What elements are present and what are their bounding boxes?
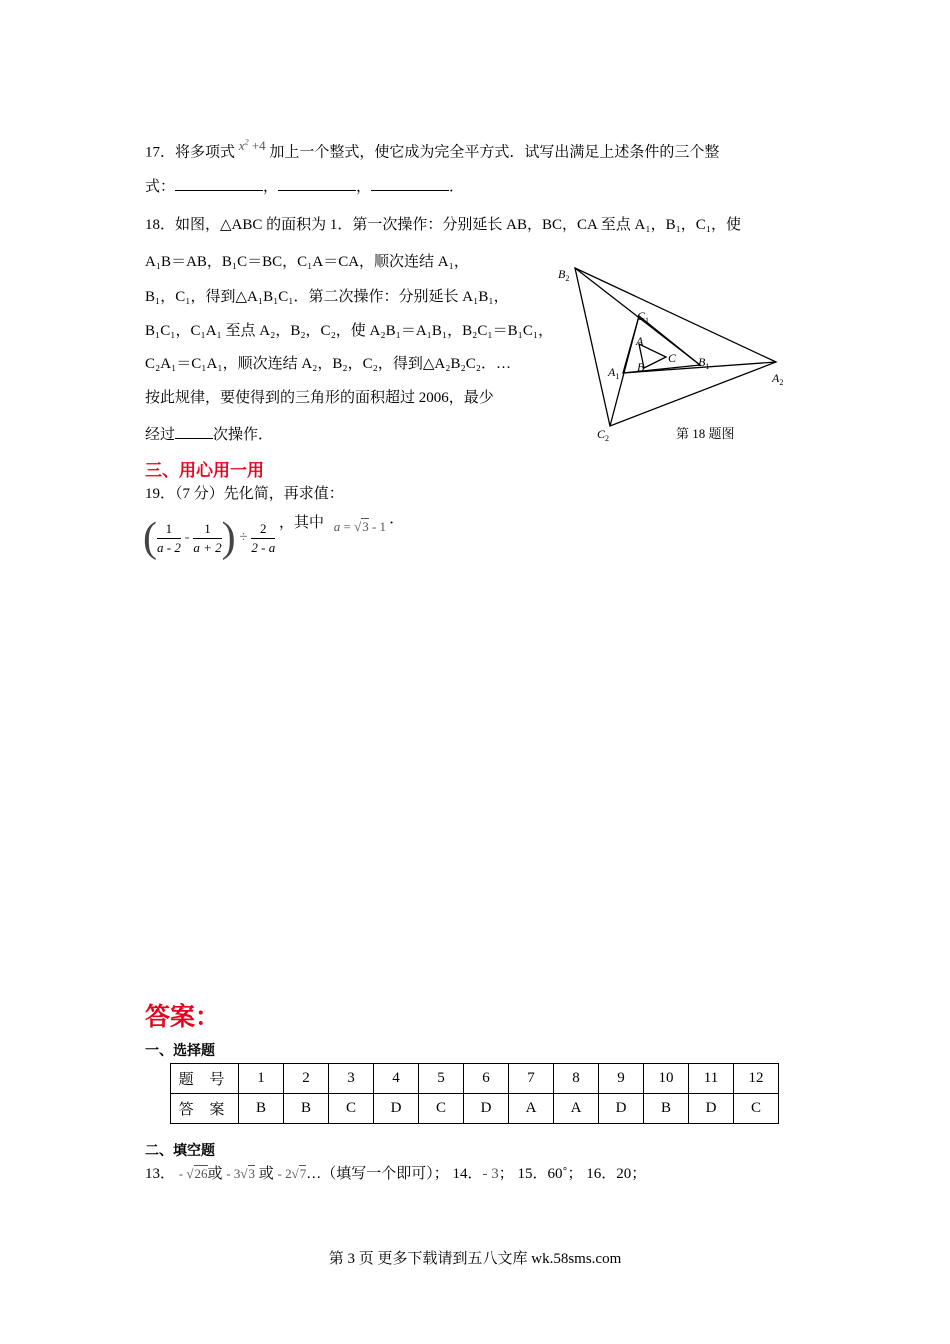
label-b2: $B_2$ bbox=[558, 267, 570, 283]
label-b1: $B_1$ bbox=[698, 355, 710, 371]
answers-title: 答案： bbox=[145, 1002, 221, 1031]
figure-caption: 第 18 题图 bbox=[676, 426, 735, 441]
answer-blank-3[interactable] bbox=[371, 176, 449, 191]
q18-line2: A₁B＝AB，B₁C＝BC，C₁A＝CA，顺次连结 A₁， bbox=[145, 254, 469, 270]
q18-line3: B₁，C₁，得到△A₁B₁C₁．第二次操作：分别延长 A₁B₁， bbox=[145, 289, 509, 305]
q18-line5: C₂A₁＝C₁A₁，顺次连结 A₂，B₂，C₂，得到△A₂B₂C₂．… bbox=[145, 356, 511, 372]
table-row-answers: 答 案 B B C D C D A A D B D C bbox=[171, 1094, 779, 1124]
fill-answers: 13． - √26或 - 3√3 或 - 2√7…（填写一个即可）； 14．- 3； 15．60˚； 16．20； bbox=[145, 1166, 647, 1182]
q18-line6: 按此规律，要使得到的三角形的面积超过 2006，最少 bbox=[145, 390, 494, 406]
q18-line4: B₁C₁，C₁A₁ 至点 A₂，B₂，C₂，使 A₂B₁＝A₁B₁，B₂C₁＝B₁C₁， bbox=[145, 323, 554, 339]
polynomial: $x^2 +4$ bbox=[238, 138, 266, 154]
figure-labels bbox=[558, 267, 783, 443]
answer-table bbox=[170, 1063, 779, 1124]
answers-section-2: 二、填空题 bbox=[145, 1143, 215, 1159]
label-c1: $C_1$ bbox=[637, 309, 650, 325]
figure-lines bbox=[575, 268, 776, 426]
section-title: 三、用心用一用 bbox=[145, 461, 264, 481]
answer-blank-2[interactable] bbox=[278, 176, 356, 191]
triangle-figure bbox=[550, 258, 800, 448]
answer-blank-1[interactable] bbox=[175, 176, 263, 191]
page-footer: 第 3 页 更多下载请到五八文库 wk.58sms.com bbox=[328, 1251, 622, 1267]
q18-line7: 经过 次操作． bbox=[145, 424, 273, 446]
table-row-numbers: 题 号 1 2 3 4 5 6 7 8 9 10 11 12 bbox=[171, 1064, 779, 1094]
answer-blank-18[interactable] bbox=[175, 424, 213, 439]
label-b: B bbox=[637, 360, 645, 374]
q17-line2: 式： ， ， ． bbox=[145, 176, 464, 198]
q19-head: 19．（7 分）先化简，再求值： bbox=[145, 486, 344, 502]
row-label-answer: 答 案 bbox=[171, 1094, 239, 1124]
answers-section-1: 一、选择题 bbox=[145, 1043, 215, 1059]
label-c2: $C_2$ bbox=[597, 427, 610, 443]
fraction-3: $\frac{2}{2 - a}$ bbox=[251, 520, 276, 555]
label-a1: $A_1$ bbox=[608, 365, 620, 381]
triangle-a1b1c1 bbox=[623, 316, 700, 373]
label-a: A bbox=[636, 334, 644, 348]
label-c: C bbox=[668, 351, 677, 365]
q19-condition: a = √3 - 1 bbox=[333, 519, 387, 535]
q19-expression: ( $\frac{1}{a - 2}$ - $\frac{1}{a + 2}$ ) ÷ $\frac{2}{2 - a}$ ，其中 a = √3 - 1 ． bbox=[143, 511, 405, 561]
fraction-2: $\frac{1}{a + 2}$ bbox=[193, 520, 222, 555]
fraction-1: $\frac{1}{a - 2}$ bbox=[157, 520, 181, 555]
q18-line1: 18．如图，△ABC 的面积为 1．第一次操作：分别延长 AB，BC，CA 至点 A₁，B₁，C₁，使 bbox=[145, 217, 742, 233]
row-label-number: 题 号 bbox=[171, 1064, 239, 1094]
q17-line1: 17．将多项式 $x^2 +4$ 加上一个整式，使它成为完全平方式．试写出满足上述条件的三个整 bbox=[145, 138, 720, 161]
label-a2: $A_2$ bbox=[772, 371, 784, 387]
